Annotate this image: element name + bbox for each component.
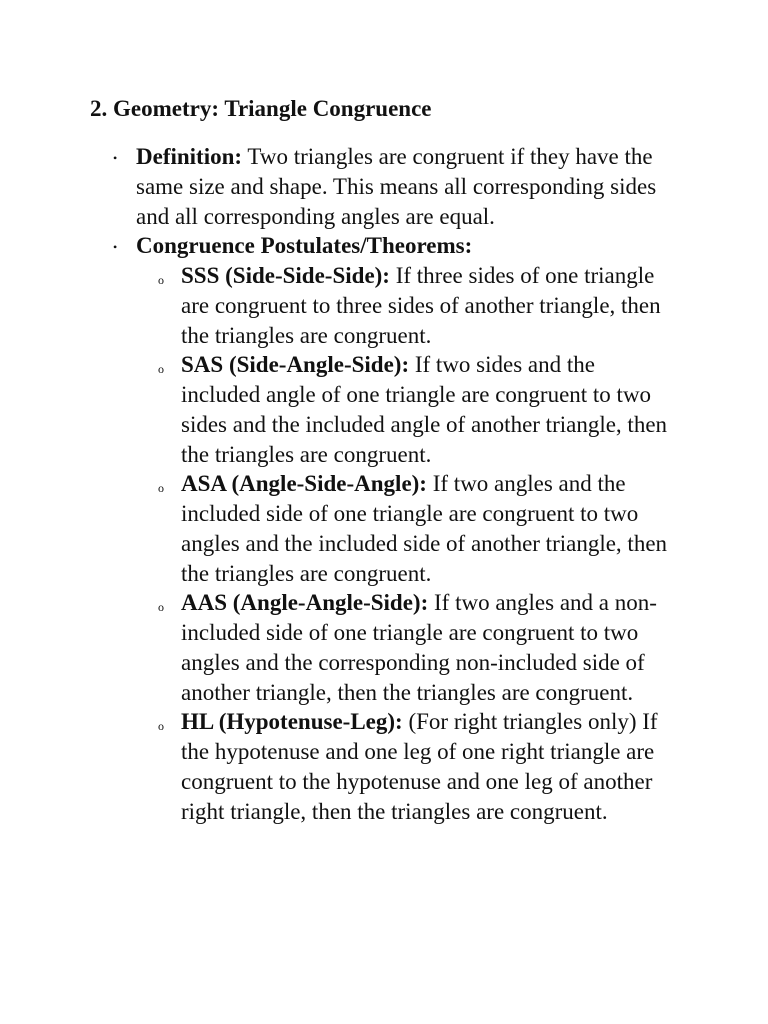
postulate-text: If two sides and the included angle of one triangle are congruent to two sides and the included angle of another triangle, then the triangles are congruent. (181, 352, 668, 467)
bullet-icon: • (113, 151, 118, 165)
postulate-term: SAS (Side-Angle-Side): (181, 352, 410, 378)
postulate-term: SSS (Side-Side-Side): (181, 263, 390, 288)
section-heading: 2. Geometry: Triangle Congruence (90, 96, 432, 121)
postulates-item (0, 231, 676, 826)
postulate-term: AAS (Angle-Angle-Side): (181, 590, 429, 616)
bullet-icon: • (113, 240, 118, 255)
postulate-sas (136, 350, 673, 469)
sub-bullet-icon: o (158, 481, 164, 496)
sub-bullet-icon: o (158, 719, 164, 734)
definition-item (0, 142, 676, 231)
postulate-text: If three sides of one triangle are congruent to three sides of another triangle, then the triangles are congruent. (181, 263, 661, 348)
postulates-term: Congruence Postulates/Theorems: (136, 233, 473, 259)
postulate-hl (136, 707, 673, 826)
sub-bullet-icon: o (158, 362, 164, 377)
definition-text: Two triangles are congruent if they have the same size and shape. This means all corresponding sides and all corresponding angles are equal. (136, 144, 657, 229)
definition-term: Definition: (136, 144, 243, 169)
postulate-text: (For right triangles only) If the hypotenuse and one leg of one right triangle are congruent to the hypotenuse and one leg of another right triangle, then the triangles are congruent. (181, 709, 658, 824)
postulate-text: If two angles and the included side of one triangle are congruent to two angles and the included side of another triangle, then the triangles are congruent. (181, 471, 668, 586)
postulate-sss (136, 261, 673, 350)
sub-bullet-icon: o (158, 600, 164, 615)
topic-list (0, 142, 768, 826)
postulate-aas (136, 588, 673, 707)
postulate-asa (136, 469, 673, 588)
postulates-list (136, 261, 676, 826)
postulate-term: HL (Hypotenuse-Leg): (181, 709, 403, 735)
sub-bullet-icon: o (158, 273, 164, 287)
postulate-term: ASA (Angle-Side-Angle): (181, 471, 427, 497)
postulate-text: If two angles and a non-included side of one triangle are congruent to two angles and the corresponding non-included side of another triangle, then the triangles are congruent. (181, 590, 657, 705)
